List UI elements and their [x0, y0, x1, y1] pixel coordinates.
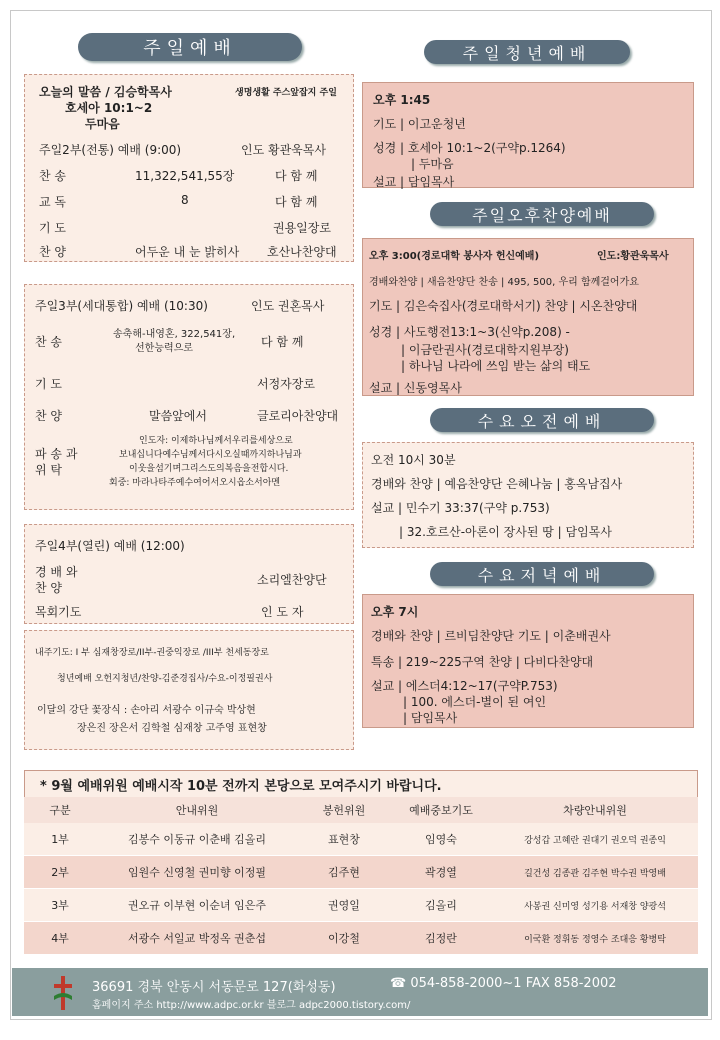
- s2-row-right: 다 함 께: [275, 195, 318, 209]
- notice-line: 내주기도: I 부 심재창장로/II부-권중익장로 /III부 천세동장로: [35, 648, 269, 658]
- s2-row-right: 다 함 께: [275, 169, 318, 183]
- table-cell: 임원수 신영철 권미향 이정필: [96, 856, 298, 889]
- church-logo-icon: [52, 976, 74, 1010]
- s4-worship-right: 소리엘찬양단: [257, 573, 327, 587]
- footer-phone: ☎ 054-858-2000~1 FAX 858-2002: [390, 976, 617, 991]
- s4-prayer-right: 인 도 자: [261, 605, 304, 619]
- wed-morning-title: 수요오전예배: [430, 408, 654, 432]
- table-row: [24, 856, 698, 889]
- afternoon-line: 기도 | 김은숙집사(경로대학서기) 찬양 | 시온찬양대: [369, 299, 638, 313]
- table-cell: 사봉권 신미영 성기용 서재창 양광석: [492, 889, 698, 922]
- wed-pm-line: 설교 | 에스더4:12~17(구약P.753): [371, 679, 558, 693]
- s3-choir-key: 찬 양: [35, 409, 62, 423]
- afternoon-line: 성경 | 사도행전13:1~3(신약p.208) -: [369, 325, 570, 339]
- wed-pm-line: 특송 | 219~225구역 찬양 | 다비다찬양대: [371, 655, 594, 669]
- s2-row-key: 기 도: [39, 221, 66, 235]
- s2-row-right: 권용일장로: [273, 221, 331, 235]
- s3-mission-line: 인도자: 이제하나님께서우리를세상으로: [139, 436, 293, 446]
- youth-scripture: 성경 | 호세아 10:1~2(구약p.1264): [373, 141, 566, 155]
- s2-row-right: 호산나찬양대: [267, 245, 337, 259]
- afternoon-worship-box: [362, 238, 694, 396]
- table-row: [24, 889, 698, 922]
- afternoon-line: 경배와찬양 | 새음찬양단 찬송 | 495, 500, 우리 함께걸어가요: [369, 277, 639, 288]
- column-header: 구분: [24, 797, 96, 823]
- s4-worship-key: 경 배 와: [35, 565, 78, 579]
- table-cell: 1부: [24, 823, 96, 856]
- sermon-topic: 두마음: [85, 117, 120, 131]
- s3-choir-value: 말씀앞에서: [149, 409, 207, 423]
- column-header: 안내위원: [96, 797, 298, 823]
- notice-line: 이달의 강단 꽃장식 : 손아리 서광수 이규숙 박상현: [37, 705, 256, 716]
- s3-hymn-key: 찬 송: [35, 335, 62, 349]
- fourth-service-box: [24, 524, 354, 624]
- sermon-scripture: 호세아 10:1~2: [65, 101, 153, 115]
- youth-worship-title: 주일청년예배: [424, 40, 630, 64]
- s3-hymn-right: 다 함 께: [261, 335, 304, 349]
- table-cell: 이강철: [298, 922, 390, 955]
- s3-leader: 인도 권혼목사: [251, 299, 325, 313]
- s3-mission-line: 이웃을섬기며그리스도의복음을전합시다.: [129, 464, 289, 474]
- afternoon-line: | 하나님 나라에 쓰임 받는 삶의 태도: [401, 359, 591, 373]
- committee-table: [24, 797, 698, 955]
- youth-topic: | 두마음: [411, 157, 454, 171]
- s3-prayer-right: 서정자장로: [257, 377, 315, 391]
- column-header: 봉헌위원: [298, 797, 390, 823]
- notice-line: 장은진 장은서 김학철 심재창 고주영 표현창: [77, 723, 267, 734]
- sermon-note: 생명생활 주스앞잡지 주일: [235, 88, 337, 98]
- table-row: [24, 823, 698, 856]
- table-cell: 서광수 서일교 박정옥 권춘섭: [96, 922, 298, 955]
- youth-worship-box: [362, 82, 694, 188]
- wed-pm-line: 오후 7시: [371, 605, 419, 619]
- wed-pm-line: | 100. 에스더-별이 된 여인: [403, 695, 547, 709]
- table-cell: 길건성 김종관 김주현 박수권 박영배: [492, 856, 698, 889]
- table-cell: 강성갑 고혜란 권대기 권오덕 권종익: [492, 823, 698, 856]
- s2-row-key: 찬 양: [39, 245, 66, 259]
- second-service-box: [24, 74, 354, 262]
- table-cell: 김올리: [390, 889, 492, 922]
- table-cell: 권영일: [298, 889, 390, 922]
- table-cell: 3부: [24, 889, 96, 922]
- third-service-box: [24, 284, 354, 510]
- s3-mission-line: 회중: 마라나타주예수여어서오시옵소서아멘: [109, 478, 281, 488]
- table-cell: 임영숙: [390, 823, 492, 856]
- wed-evening-title: 수요저녁예배: [430, 562, 654, 586]
- youth-time: 오후 1:45: [373, 93, 431, 107]
- footer-address: 36691 경북 안동시 서동문로 127(화성동): [92, 980, 336, 995]
- table-cell: 곽경열: [390, 856, 492, 889]
- table-cell: 4부: [24, 922, 96, 955]
- wed-evening-box: [362, 594, 694, 728]
- s2-header: 주일2부(전통) 예배 (9:00): [39, 143, 182, 157]
- s4-worship-key-2: 찬 양: [35, 581, 62, 595]
- s4-header: 주일4부(열린) 예배 (12:00): [35, 539, 185, 553]
- afternoon-worship-title: 주일오후찬양예배: [430, 202, 654, 226]
- table-header-row: [24, 797, 698, 823]
- table-cell: 김봉수 이동규 이춘배 김올리: [96, 823, 298, 856]
- table-cell: 이국환 정휘동 정영수 조대응 황병탁: [492, 922, 698, 955]
- sermon-heading: 오늘의 말씀 / 김승학목사: [39, 85, 172, 99]
- s3-header: 주일3부(세대통합) 예배 (10:30): [35, 299, 208, 313]
- s3-hymn-value: 송축해-내영혼, 322,541장,: [113, 329, 236, 340]
- wed-am-line: | 32.호르산-아론이 장사된 땅 | 담임목사: [399, 525, 612, 539]
- s3-mission-key-2: 위 탁: [35, 463, 62, 477]
- s3-mission-key: 파 송 과: [35, 447, 78, 461]
- committee-heading: * 9월 예배위원 예배시작 10분 전까지 본당으로 모여주시기 바랍니다.: [40, 779, 442, 794]
- table-cell: 김주현: [298, 856, 390, 889]
- s3-prayer-key: 기 도: [35, 377, 62, 391]
- youth-sermon: 설교 | 담임목사: [373, 175, 455, 189]
- table-cell: 김정란: [390, 922, 492, 955]
- wed-pm-line: 경배와 찬양 | 르비딤찬양단 기도 | 이춘배권사: [371, 629, 611, 643]
- footer-bar: [12, 968, 708, 1016]
- wed-am-line: 경배와 찬양 | 예음찬양단 은혜나눔 | 홍옥남집사: [371, 477, 623, 491]
- wed-am-line: 오전 10시 30분: [371, 453, 456, 467]
- sunday-worship-title: 주일예배: [78, 33, 302, 61]
- afternoon-line: 오후 3:00(경로대학 봉사자 헌신예배): [369, 251, 540, 262]
- afternoon-line: | 이금란권사(경로대학지원부장): [401, 343, 569, 357]
- footer-web[interactable]: 홈페이지 주소 http://www.adpc.or.kr 블로그 adpc2000.tistory.com/: [92, 1000, 411, 1011]
- wed-pm-line: | 담임목사: [403, 711, 458, 725]
- notice-line: 청년예배 오헌지청년/찬양-김준경집사/수요-이정필권사: [57, 674, 273, 684]
- table-cell: 2부: [24, 856, 96, 889]
- column-header: 차량안내위원: [492, 797, 698, 823]
- s3-mission-line: 보내십니다예수님께서다시오실때까지하나님과: [119, 450, 302, 460]
- s2-row-value: 어두운 내 눈 밝히사: [135, 245, 240, 259]
- column-header: 예배중보기도: [390, 797, 492, 823]
- notice-box: [24, 630, 354, 750]
- afternoon-line: 설교 | 신동영목사: [369, 381, 462, 395]
- s3-hymn-value-2: 선한능력으로: [135, 343, 193, 354]
- afternoon-leader: 인도:황관욱목사: [597, 251, 669, 262]
- s4-prayer-key: 목회기도: [35, 605, 82, 619]
- s3-choir-right: 글로리아찬양대: [257, 409, 339, 423]
- youth-prayer: 기도 | 이고운청년: [373, 117, 466, 131]
- s2-row-key: 찬 송: [39, 169, 66, 183]
- wed-am-line: 설교 | 민수기 33:37(구약 p.753): [371, 501, 550, 515]
- s2-row-value: 11,322,541,55장: [135, 169, 235, 183]
- s2-leader: 인도 황관욱목사: [241, 143, 326, 157]
- s2-row-value: 8: [181, 193, 189, 207]
- table-cell: 권오규 이부현 이순녀 임은주: [96, 889, 298, 922]
- table-cell: 표현창: [298, 823, 390, 856]
- s2-row-key: 교 독: [39, 195, 66, 209]
- table-row: [24, 922, 698, 955]
- wed-morning-box: [362, 442, 694, 548]
